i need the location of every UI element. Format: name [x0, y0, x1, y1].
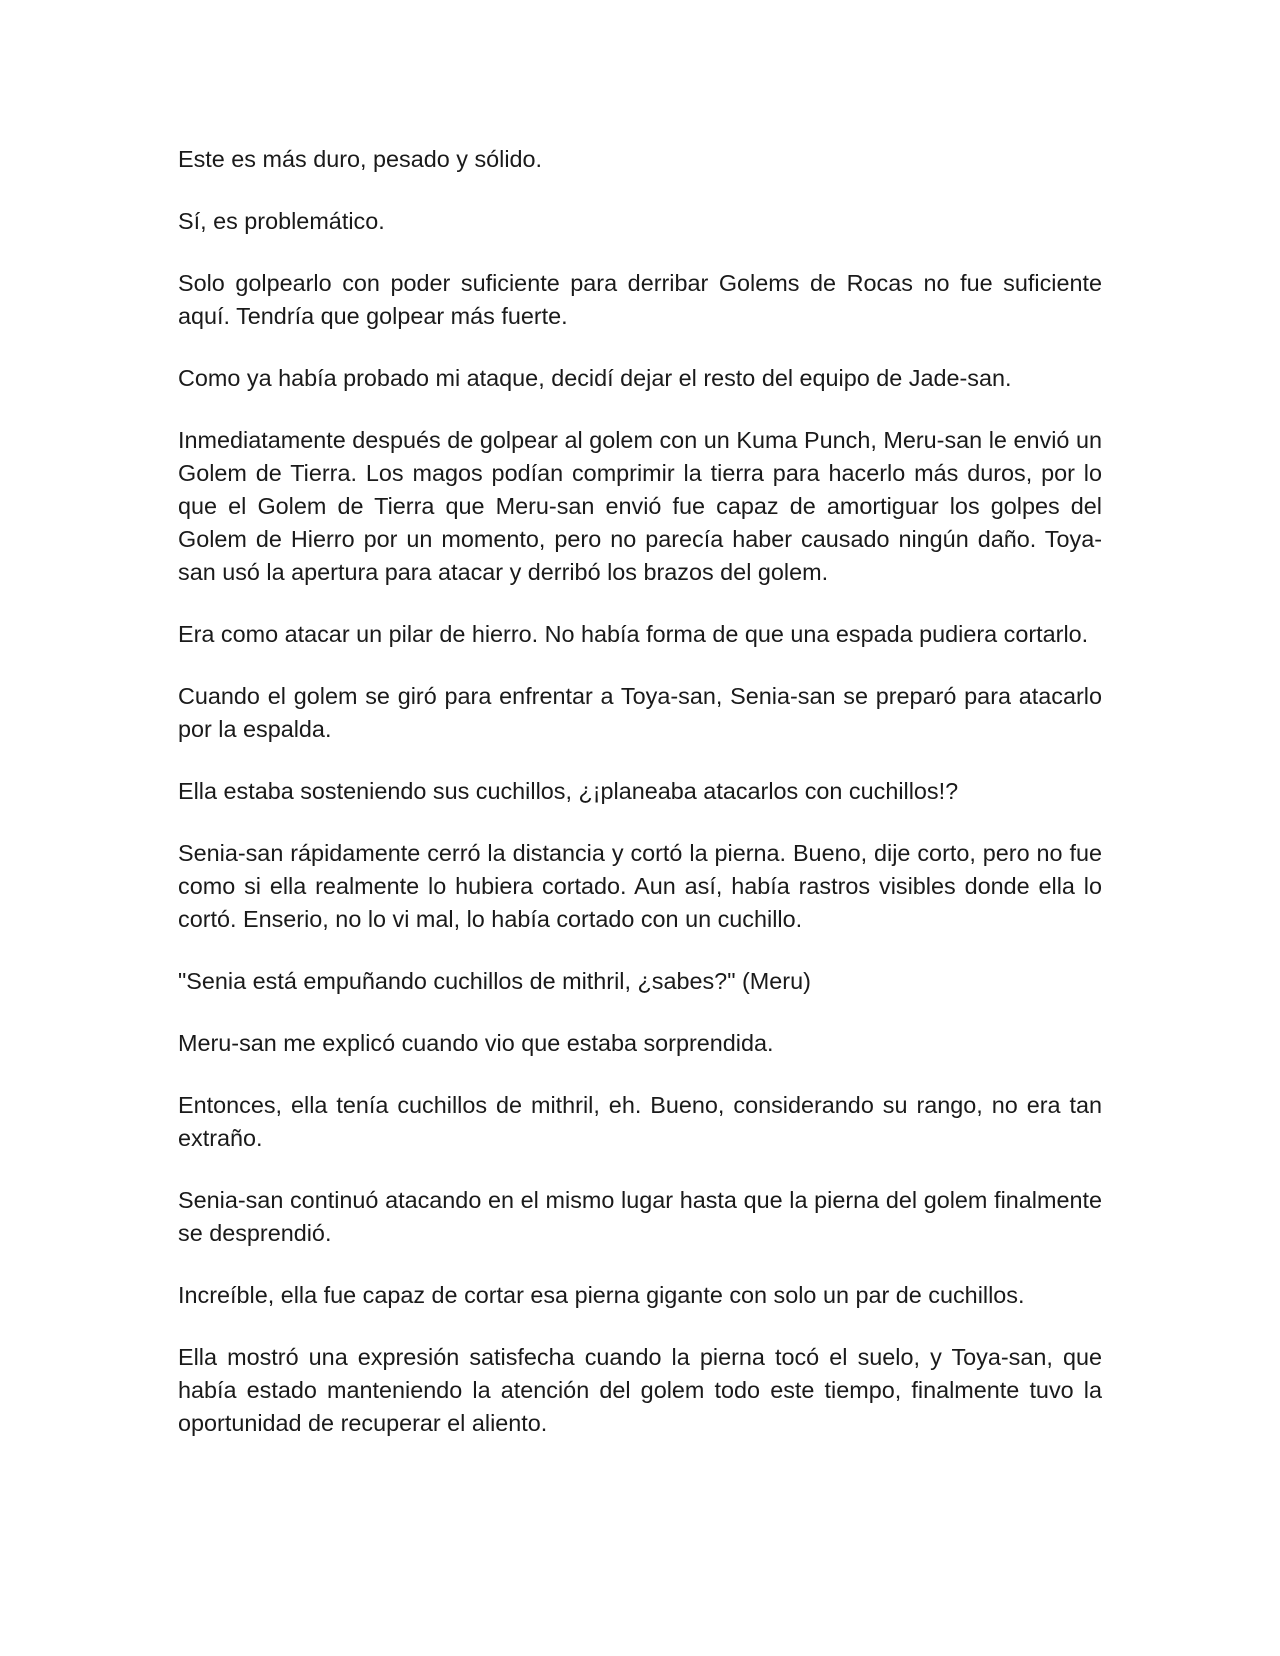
document-body	[178, 143, 1102, 1469]
paragraph-10: "Senia está empuñando cuchillos de mithril, ¿sabes?" (Meru)	[178, 968, 811, 994]
paragraph-4: Como ya había probado mi ataque, decidí dejar el resto del equipo de Jade-san.	[178, 365, 1012, 391]
paragraph-7: Cuando el golem se giró para enfrentar a Toya-san, Senia-san se preparó para atacarlo por la espalda.	[178, 683, 1102, 742]
paragraph-2: Sí, es problemático.	[178, 208, 385, 234]
paragraph-12: Entonces, ella tenía cuchillos de mithril, eh. Bueno, considerando su rango, no era tan extraño.	[178, 1092, 1102, 1151]
paragraph-3: Solo golpearlo con poder suficiente para derribar Golems de Rocas no fue suficiente aquí. Tendría que golpear más fuerte.	[178, 270, 1102, 329]
paragraph-11: Meru-san me explicó cuando vio que estaba sorprendida.	[178, 1030, 774, 1056]
paragraph-14: Increíble, ella fue capaz de cortar esa pierna gigante con solo un par de cuchillos.	[178, 1282, 1025, 1308]
paragraph-8: Ella estaba sosteniendo sus cuchillos, ¿¡planeaba atacarlos con cuchillos!?	[178, 778, 959, 804]
paragraph-13: Senia-san continuó atacando en el mismo lugar hasta que la pierna del golem finalmente se desprendió.	[178, 1187, 1102, 1246]
paragraph-9: Senia-san rápidamente cerró la distancia y cortó la pierna. Bueno, dije corto, pero no fue como si ella realmente lo hubiera cortado. Aun así, había rastros visibles donde ella lo cortó. Enserio, no lo vi mal, lo había cortado con un cuchillo.	[178, 840, 1102, 932]
paragraph-5: Inmediatamente después de golpear al golem con un Kuma Punch, Meru-san le envió un Golem de Tierra. Los magos podían comprimir la tierra para hacerlo más duros, por lo que el Golem de Tierra que Meru-san envió fue capaz de amortiguar los golpes del Golem de Hierro por un momento, pero no parecía haber causado ningún daño. Toya-san usó la apertura para atacar y derribó los brazos del golem.	[178, 427, 1102, 585]
paragraph-6: Era como atacar un pilar de hierro. No había forma de que una espada pudiera cortarlo.	[178, 621, 1089, 647]
paragraph-15: Ella mostró una expresión satisfecha cuando la pierna tocó el suelo, y Toya-san, que había estado manteniendo la atención del golem todo este tiempo, finalmente tuvo la oportunidad de recuperar el aliento.	[178, 1344, 1102, 1436]
paragraph-1: Este es más duro, pesado y sólido.	[178, 146, 543, 172]
